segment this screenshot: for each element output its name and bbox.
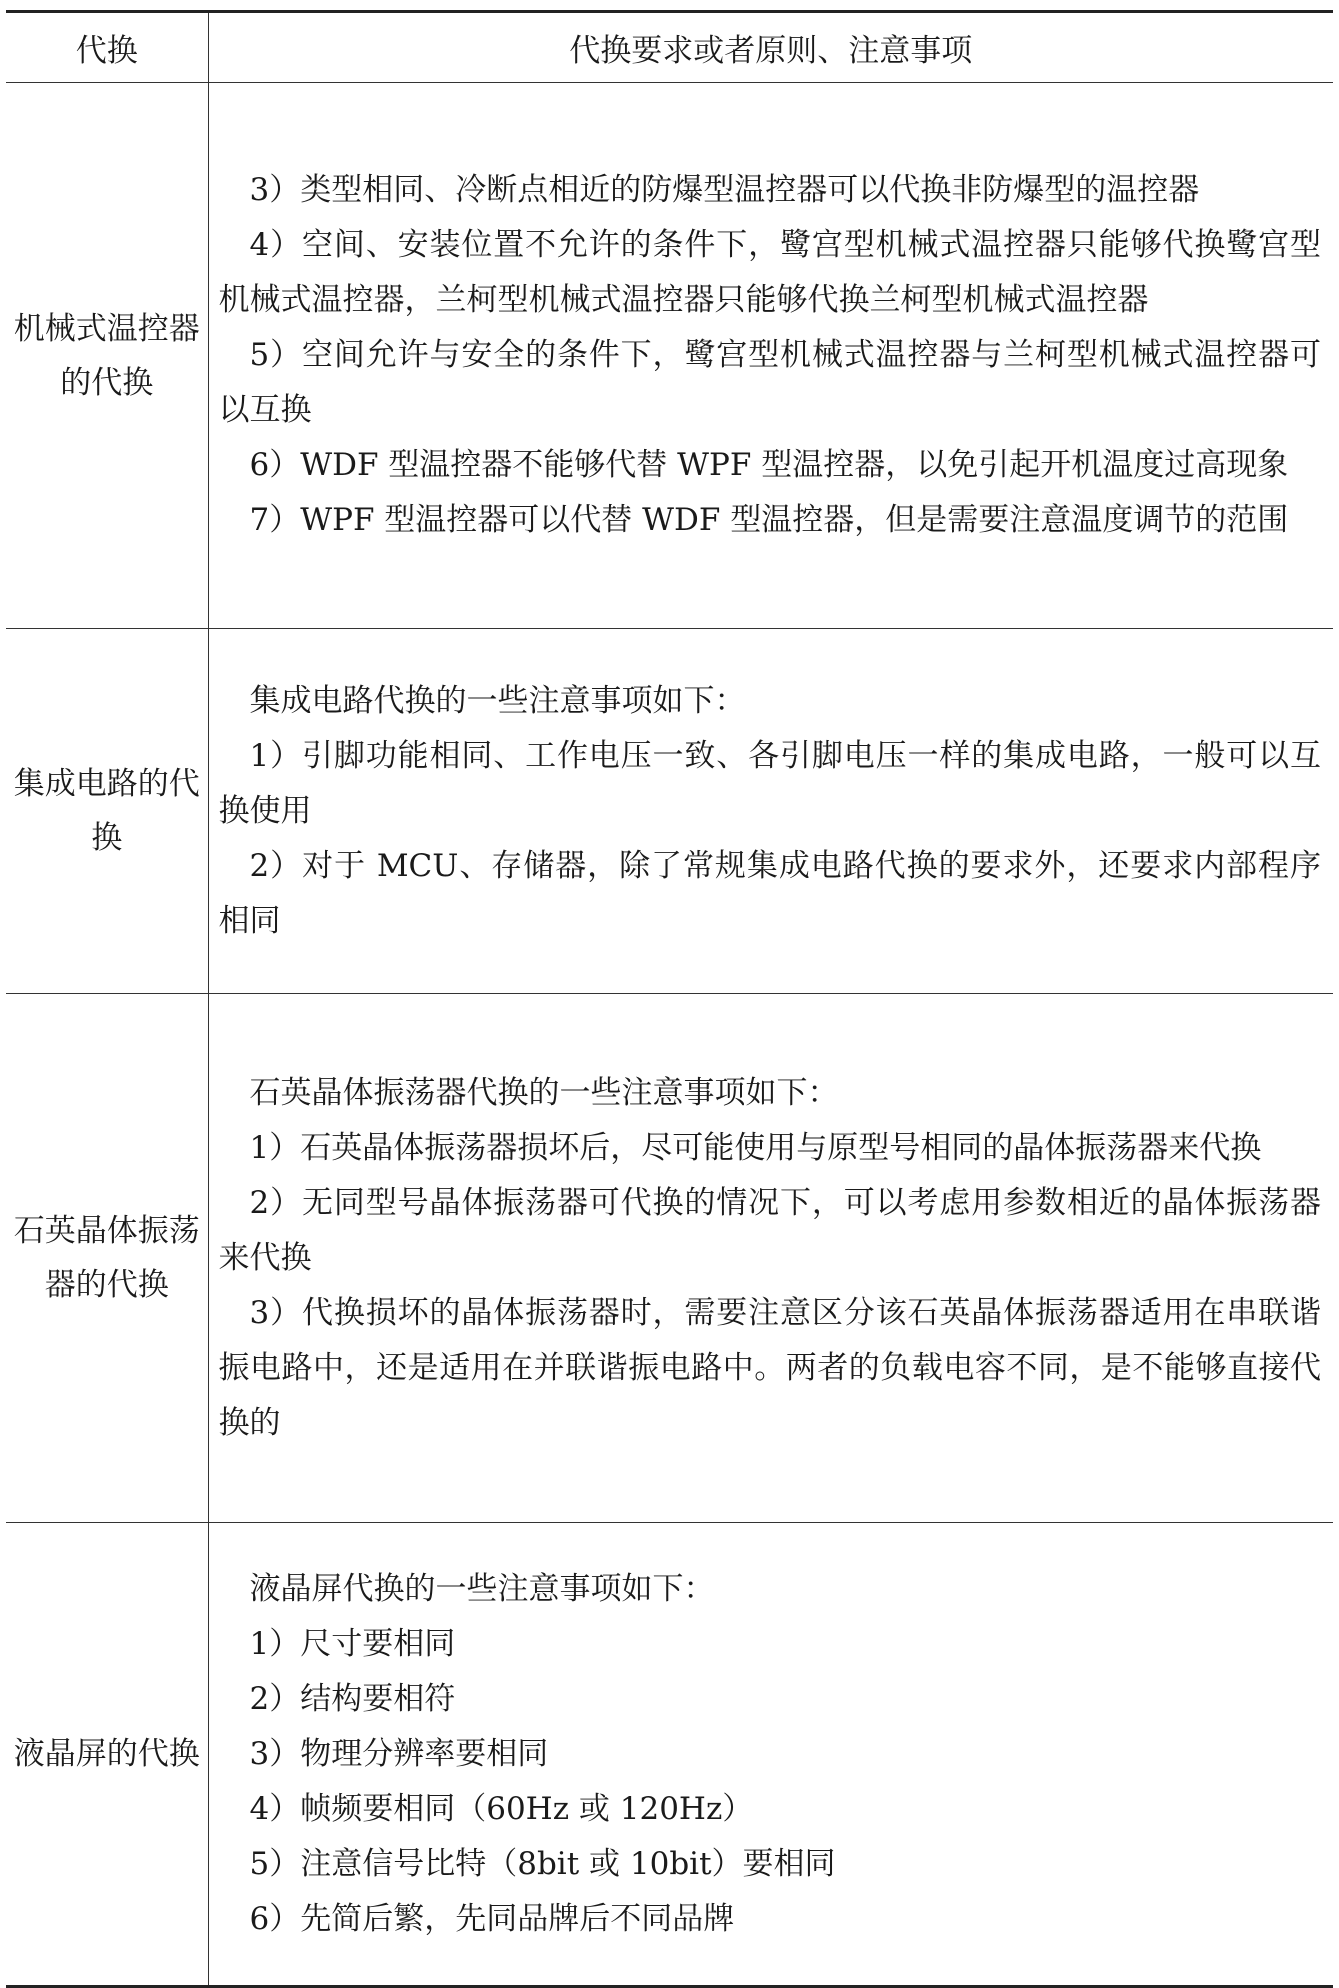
content-paragraph: 1）引脚功能相同、工作电压一致、各引脚电压一样的集成电路，一般可以互换使用	[218, 737, 1321, 829]
content-paragraph: 3）物理分辨率要相同	[249, 1735, 549, 1772]
document-page	[6, 10, 1333, 1988]
row-label-crystal	[6, 994, 208, 1523]
row-label-text: 机械式温控器的代换	[13, 310, 200, 401]
content-paragraph: 2）结构要相符	[249, 1680, 456, 1717]
content-paragraph: 石英晶体振荡器代换的一些注意事项如下：	[249, 1074, 839, 1111]
row-label-text: 石英晶体振荡器的代换	[13, 1213, 200, 1303]
row-label-ic	[6, 629, 208, 994]
row-label-thermostat	[6, 83, 208, 629]
row-content-ic	[208, 629, 1333, 994]
row-label-lcd	[6, 1523, 208, 1987]
table-row	[6, 1523, 1333, 1987]
row-content-crystal	[208, 994, 1333, 1523]
content-paragraph: 液晶屏代换的一些注意事项如下：	[249, 1570, 715, 1607]
table-row	[6, 629, 1333, 994]
content-paragraph: 1）石英晶体振荡器损坏后，尽可能使用与原型号相同的晶体振荡器来代换	[249, 1129, 1262, 1166]
table-body	[6, 83, 1333, 1987]
row-label-text: 液晶屏的代换	[13, 1736, 200, 1772]
content-paragraph: 集成电路代换的一些注意事项如下：	[249, 682, 746, 719]
row-content-thermostat	[208, 83, 1333, 629]
table-row	[6, 83, 1333, 629]
content-paragraph: 3）代换损坏的晶体振荡器时，需要注意区分该石英晶体振荡器适用在串联谐振电路中，还是适用在并联谐振电路中。两者的负载电容不同，是不能够直接代换的	[218, 1294, 1321, 1441]
replacement-table	[6, 10, 1333, 1988]
content-paragraph: 6）先简后繁，先同品牌后不同品牌	[249, 1900, 735, 1937]
header-col-requirements: 代换要求或者原则、注意事项	[208, 12, 1333, 83]
content-paragraph: 7）WPF 型温控器可以代替 WDF 型温控器，但是需要注意温度调节的范围	[249, 502, 1289, 538]
content-paragraph: 2）无同型号晶体振荡器可代换的情况下，可以考虑用参数相近的晶体振荡器来代换	[218, 1184, 1321, 1276]
header-row	[6, 12, 1333, 83]
content-paragraph: 5）空间允许与安全的条件下，鹭宫型机械式温控器与兰柯型机械式温控器可以互换	[218, 337, 1321, 428]
header-col-replacement: 代换	[6, 12, 208, 83]
content-paragraph: 5）注意信号比特（8bit 或 10bit）要相同	[249, 1845, 836, 1882]
row-label-text: 集成电路的代换	[13, 766, 200, 856]
table-header	[6, 12, 1333, 83]
row-content-lcd	[208, 1523, 1333, 1987]
content-paragraph: 4）帧频要相同（60Hz 或 120Hz）	[249, 1790, 754, 1827]
content-paragraph: 1）尺寸要相同	[249, 1625, 456, 1662]
content-paragraph: 3）类型相同、冷断点相近的防爆型温控器可以代换非防爆型的温控器	[249, 172, 1200, 208]
table-row	[6, 994, 1333, 1523]
content-paragraph: 2）对于 MCU、存储器，除了常规集成电路代换的要求外，还要求内部程序相同	[218, 847, 1321, 939]
content-paragraph: 6）WDF 型温控器不能够代替 WPF 型温控器，以免引起开机温度过高现象	[249, 447, 1289, 483]
content-paragraph: 4）空间、安装位置不允许的条件下，鹭宫型机械式温控器只能够代换鹭宫型机械式温控器，兰柯型机械式温控器只能够代换兰柯型机械式温控器	[218, 227, 1321, 318]
